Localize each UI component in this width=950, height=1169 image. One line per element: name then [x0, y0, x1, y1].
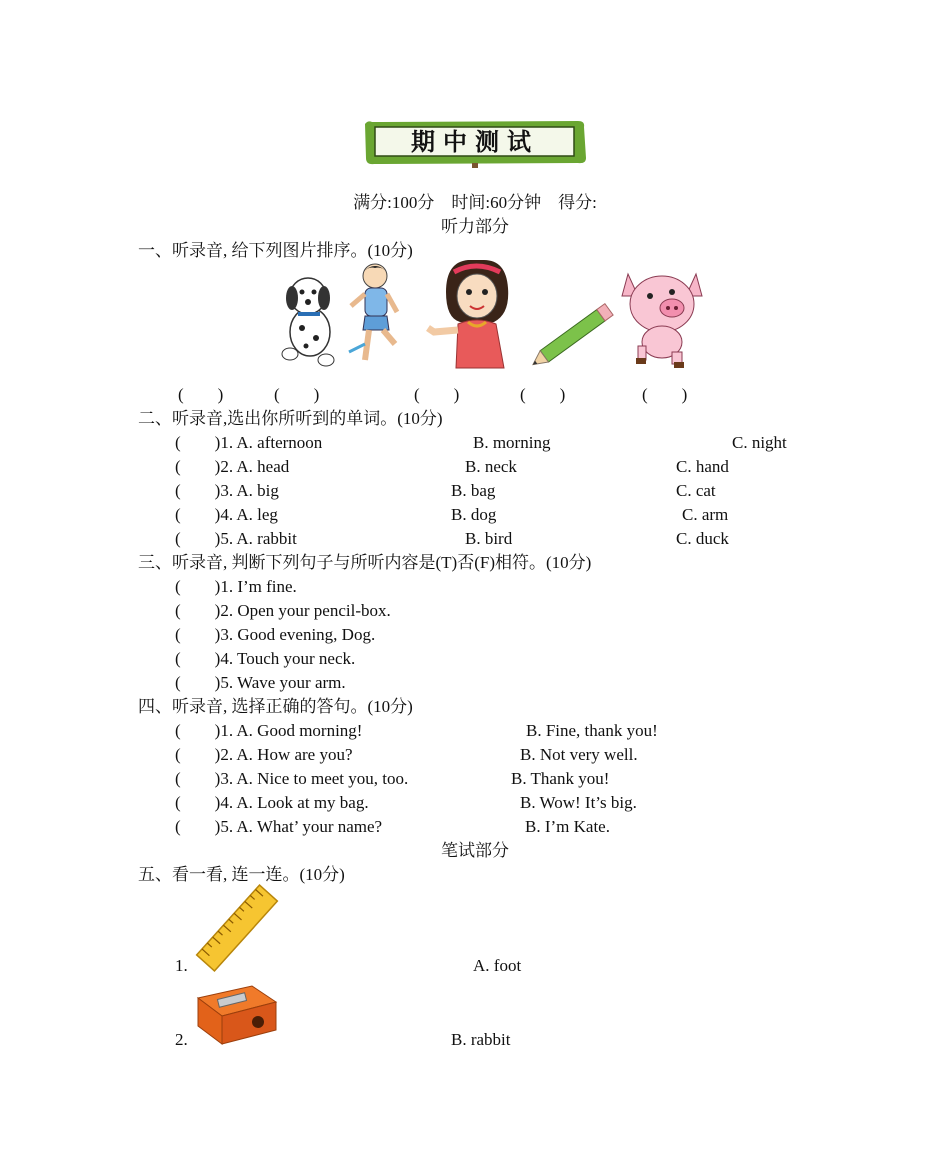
q5-heading: 五、看一看, 连一连。(10分): [138, 865, 345, 884]
pencil-sharpener-icon: [192, 980, 280, 1051]
q2-item-2-c: C. hand: [676, 457, 729, 476]
q2-item-2-a: ( )2. A. head: [175, 457, 290, 476]
q1-blank-2[interactable]: ( ): [274, 385, 320, 404]
q5-item-2-num: 2.: [175, 1030, 188, 1049]
q2-item-3-a: ( )3. A. big: [175, 481, 279, 500]
q4-item-5-a: ( )5. A. What’ your name?: [175, 817, 383, 836]
dalmatian-dog-icon: [276, 272, 346, 375]
q2-item-4-b: B. dog: [451, 505, 497, 524]
q2-item-3-b: B. bag: [451, 481, 496, 500]
page-title: 期中测试: [411, 128, 539, 156]
q3-item-2: ( )2. Open your pencil-box.: [175, 601, 391, 620]
q5-item-2-answer[interactable]: B. rabbit: [451, 1030, 511, 1049]
q4-heading: 四、听录音, 选择正确的答句。(10分): [138, 697, 413, 716]
q2-item-5-b: B. bird: [465, 529, 513, 548]
pig-icon: [616, 266, 708, 375]
score-info: 满分:100分 时间:60分钟 得分:: [353, 193, 597, 212]
q2-heading: 二、听录音,选出你所听到的单词。(10分): [138, 409, 443, 428]
q2-item-2-b: B. neck: [465, 457, 517, 476]
section-listening: 听力部分: [441, 217, 509, 236]
q4-item-2-a: ( )2. A. How are you?: [175, 745, 353, 764]
q4-item-1-b: B. Fine, thank you!: [526, 721, 658, 740]
q4-item-3-b: B. Thank you!: [511, 769, 610, 788]
q4-item-1-a: ( )1. A. Good morning!: [175, 721, 363, 740]
ruler-icon: [190, 882, 284, 979]
pencil-icon: [524, 300, 624, 377]
section-writing: 笔试部分: [441, 841, 509, 860]
q3-item-3: ( )3. Good evening, Dog.: [175, 625, 376, 644]
q2-item-1-a: ( )1. A. afternoon: [175, 433, 323, 452]
q2-item-3-c: C. cat: [676, 481, 716, 500]
q1-blank-1[interactable]: ( ): [178, 385, 224, 404]
q3-item-1: ( )1. I’m fine.: [175, 577, 297, 596]
q3-item-4: ( )4. Touch your neck.: [175, 649, 356, 668]
q2-item-1-b: B. morning: [473, 433, 551, 452]
q2-item-5-c: C. duck: [676, 529, 729, 548]
q1-blank-3[interactable]: ( ): [414, 385, 460, 404]
q3-item-5: ( )5. Wave your arm.: [175, 673, 346, 692]
q4-item-2-b: B. Not very well.: [520, 745, 638, 764]
q1-blank-5[interactable]: ( ): [642, 385, 688, 404]
q2-item-4-a: ( )4. A. leg: [175, 505, 278, 524]
q3-heading: 三、听录音, 判断下列句子与所听内容是(T)否(F)相符。(10分): [138, 553, 592, 572]
q5-item-1-num: 1.: [175, 956, 188, 975]
girl-waving-icon: [424, 258, 528, 375]
q5-item-1-answer[interactable]: A. foot: [473, 956, 522, 975]
q1-heading: 一、听录音, 给下列图片排序。(10分): [138, 241, 413, 260]
q4-item-3-a: ( )3. A. Nice to meet you, too.: [175, 769, 409, 788]
q1-blank-4[interactable]: ( ): [520, 385, 566, 404]
q4-item-4-a: ( )4. A. Look at my bag.: [175, 793, 369, 812]
q4-item-5-b: B. I’m Kate.: [525, 817, 610, 836]
q2-item-1-c: C. night: [732, 433, 787, 452]
q2-item-4-c: C. arm: [682, 505, 729, 524]
q2-item-5-a: ( )5. A. rabbit: [175, 529, 297, 548]
q4-item-4-b: B. Wow! It’s big.: [520, 793, 637, 812]
boy-touching-knee-icon: [345, 260, 413, 375]
title-banner: [362, 118, 588, 168]
